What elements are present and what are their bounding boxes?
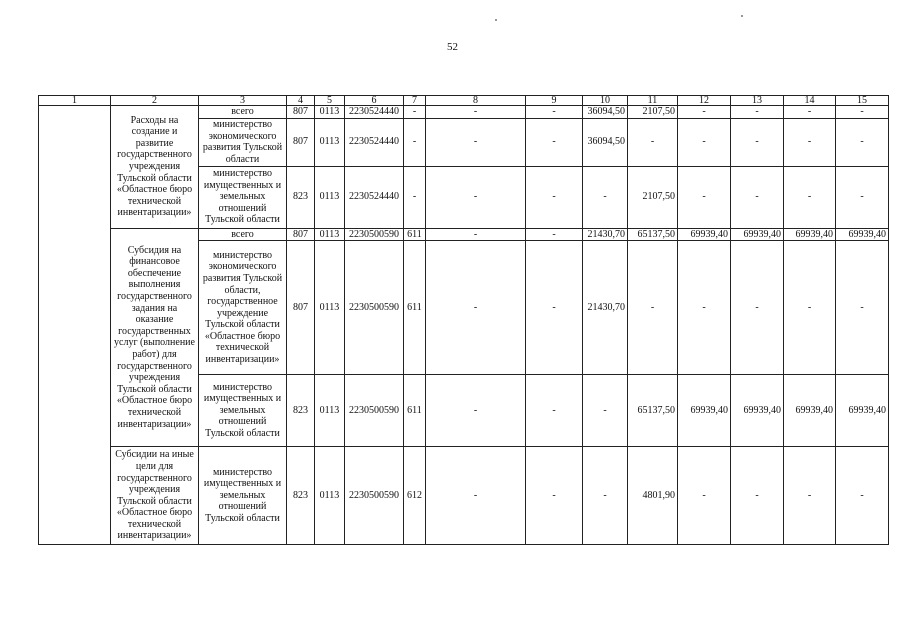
cell-gr: 807 bbox=[287, 106, 315, 119]
cell-csr: 2230500590 bbox=[345, 447, 404, 545]
value-cell: 21430,70 bbox=[583, 241, 628, 375]
cell-rz: 0113 bbox=[315, 228, 345, 241]
value-cell: 21430,70 bbox=[583, 228, 628, 241]
value-cell: 69939,40 bbox=[836, 375, 889, 447]
column-header: 6 bbox=[345, 96, 404, 106]
value-cell: - bbox=[678, 241, 731, 375]
cell-vr: 612 bbox=[404, 447, 426, 545]
value-cell: - bbox=[836, 166, 889, 228]
activity-name: Расходы на создание и развитие государственного учреждения Тульской области «Областное бюро технической инвентаризации» bbox=[111, 106, 199, 229]
value-cell: 69939,40 bbox=[678, 228, 731, 241]
value-cell: - bbox=[784, 166, 836, 228]
cell-csr: 2230524440 bbox=[345, 118, 404, 166]
value-cell: - bbox=[526, 375, 583, 447]
value-cell: 4801,90 bbox=[628, 447, 678, 545]
cell-vr: 611 bbox=[404, 241, 426, 375]
value-cell: - bbox=[628, 118, 678, 166]
value-cell: 69939,40 bbox=[731, 375, 784, 447]
value-cell: - bbox=[628, 241, 678, 375]
table-row bbox=[39, 447, 889, 545]
column-header: 3 bbox=[199, 96, 287, 106]
value-cell: 65137,50 bbox=[628, 228, 678, 241]
cell-vr: - bbox=[404, 118, 426, 166]
value-cell: 69939,40 bbox=[731, 228, 784, 241]
value-cell: 69939,40 bbox=[836, 228, 889, 241]
column-header: 5 bbox=[315, 96, 345, 106]
value-cell: - bbox=[836, 241, 889, 375]
executor-cell: министерство имущественных и земельных отношений Тульской области bbox=[199, 375, 287, 447]
value-cell: - bbox=[678, 118, 731, 166]
value-cell: - bbox=[678, 106, 731, 119]
value-cell: 2107,50 bbox=[628, 106, 678, 119]
executor-cell: всего bbox=[199, 228, 287, 241]
cell-rz: 0113 bbox=[315, 375, 345, 447]
value-cell: - bbox=[731, 447, 784, 545]
cell-gr: 807 bbox=[287, 118, 315, 166]
executor-cell: министерство экономического развития Тульской области bbox=[199, 118, 287, 166]
value-cell: 69939,40 bbox=[678, 375, 731, 447]
executor-cell: министерство экономического развития Тульской области, государственное учреждение Тульской области «Областное бюро технической инвентаризации» bbox=[199, 241, 287, 375]
table-row bbox=[39, 106, 889, 119]
value-cell: - bbox=[526, 118, 583, 166]
value-cell: 2107,50 bbox=[628, 166, 678, 228]
value-cell: - bbox=[526, 106, 583, 119]
value-cell: - bbox=[731, 241, 784, 375]
cell-rz: 0113 bbox=[315, 447, 345, 545]
column-header: 14 bbox=[784, 96, 836, 106]
value-cell: 69939,40 bbox=[784, 375, 836, 447]
value-cell: - bbox=[426, 166, 526, 228]
value-cell: - bbox=[784, 118, 836, 166]
value-cell: - bbox=[583, 375, 628, 447]
value-cell: - bbox=[526, 241, 583, 375]
scan-speck bbox=[495, 19, 497, 21]
cell-gr: 823 bbox=[287, 375, 315, 447]
value-cell: - bbox=[678, 447, 731, 545]
executor-cell: министерство имущественных и земельных отношений Тульской области bbox=[199, 166, 287, 228]
column-header: 7 bbox=[404, 96, 426, 106]
value-cell: - bbox=[678, 166, 731, 228]
cell-rz: 0113 bbox=[315, 118, 345, 166]
value-cell: 36094,50 bbox=[583, 118, 628, 166]
value-cell: - bbox=[526, 447, 583, 545]
column-header: 9 bbox=[526, 96, 583, 106]
value-cell: - bbox=[426, 118, 526, 166]
cell-csr: 2230500590 bbox=[345, 228, 404, 241]
page-number: 52 bbox=[447, 41, 458, 53]
executor-cell: всего bbox=[199, 106, 287, 119]
scan-speck bbox=[741, 15, 743, 17]
column-header: 1 bbox=[39, 96, 111, 106]
column-header: 2 bbox=[111, 96, 199, 106]
cell-csr: 2230524440 bbox=[345, 106, 404, 119]
cell-vr: - bbox=[404, 166, 426, 228]
value-cell: - bbox=[583, 447, 628, 545]
cell-gr: 807 bbox=[287, 228, 315, 241]
cell-csr: 2230500590 bbox=[345, 375, 404, 447]
value-cell: - bbox=[426, 447, 526, 545]
value-cell: - bbox=[526, 228, 583, 241]
value-cell: - bbox=[583, 166, 628, 228]
cell-vr: - bbox=[404, 106, 426, 119]
value-cell: - bbox=[526, 166, 583, 228]
cell-csr: 2230524440 bbox=[345, 166, 404, 228]
executor-cell: министерство имущественных и земельных отношений Тульской области bbox=[199, 447, 287, 545]
table-row bbox=[39, 228, 889, 241]
value-cell: - bbox=[426, 241, 526, 375]
column-header: 13 bbox=[731, 96, 784, 106]
cell-vr: 611 bbox=[404, 375, 426, 447]
column-header: 4 bbox=[287, 96, 315, 106]
value-cell: - bbox=[836, 118, 889, 166]
value-cell: - bbox=[731, 118, 784, 166]
cell-rz: 0113 bbox=[315, 241, 345, 375]
value-cell: - bbox=[836, 106, 889, 119]
column-number-row bbox=[39, 96, 889, 106]
cell-vr: 611 bbox=[404, 228, 426, 241]
value-cell: 36094,50 bbox=[583, 106, 628, 119]
cell-gr: 823 bbox=[287, 166, 315, 228]
activity-name: Субсидия на финансовое обеспечение выполнения государственного задания на оказание государственных услуг (выполнение работ) для государственного учреждения Тульской области «Областное бюро технической инвентаризации» bbox=[111, 228, 199, 447]
column-header: 8 bbox=[426, 96, 526, 106]
value-cell: - bbox=[426, 375, 526, 447]
cell-rz: 0113 bbox=[315, 106, 345, 119]
value-cell: - bbox=[426, 228, 526, 241]
budget-table bbox=[38, 95, 889, 545]
activity-name: Субсидии на иные цели для государственного учреждения Тульской области «Областное бюро технической инвентаризации» bbox=[111, 447, 199, 545]
cell-csr: 2230500590 bbox=[345, 241, 404, 375]
cell-rz: 0113 bbox=[315, 166, 345, 228]
value-cell: - bbox=[784, 106, 836, 119]
value-cell: - bbox=[731, 166, 784, 228]
empty-cell bbox=[39, 106, 111, 545]
value-cell: - bbox=[836, 447, 889, 545]
cell-gr: 807 bbox=[287, 241, 315, 375]
column-header: 10 bbox=[583, 96, 628, 106]
value-cell: - bbox=[784, 447, 836, 545]
value-cell: - bbox=[784, 241, 836, 375]
value-cell: - bbox=[426, 106, 526, 119]
value-cell: 69939,40 bbox=[784, 228, 836, 241]
value-cell: 65137,50 bbox=[628, 375, 678, 447]
cell-gr: 823 bbox=[287, 447, 315, 545]
column-header: 11 bbox=[628, 96, 678, 106]
column-header: 15 bbox=[836, 96, 889, 106]
value-cell: - bbox=[731, 106, 784, 119]
column-header: 12 bbox=[678, 96, 731, 106]
